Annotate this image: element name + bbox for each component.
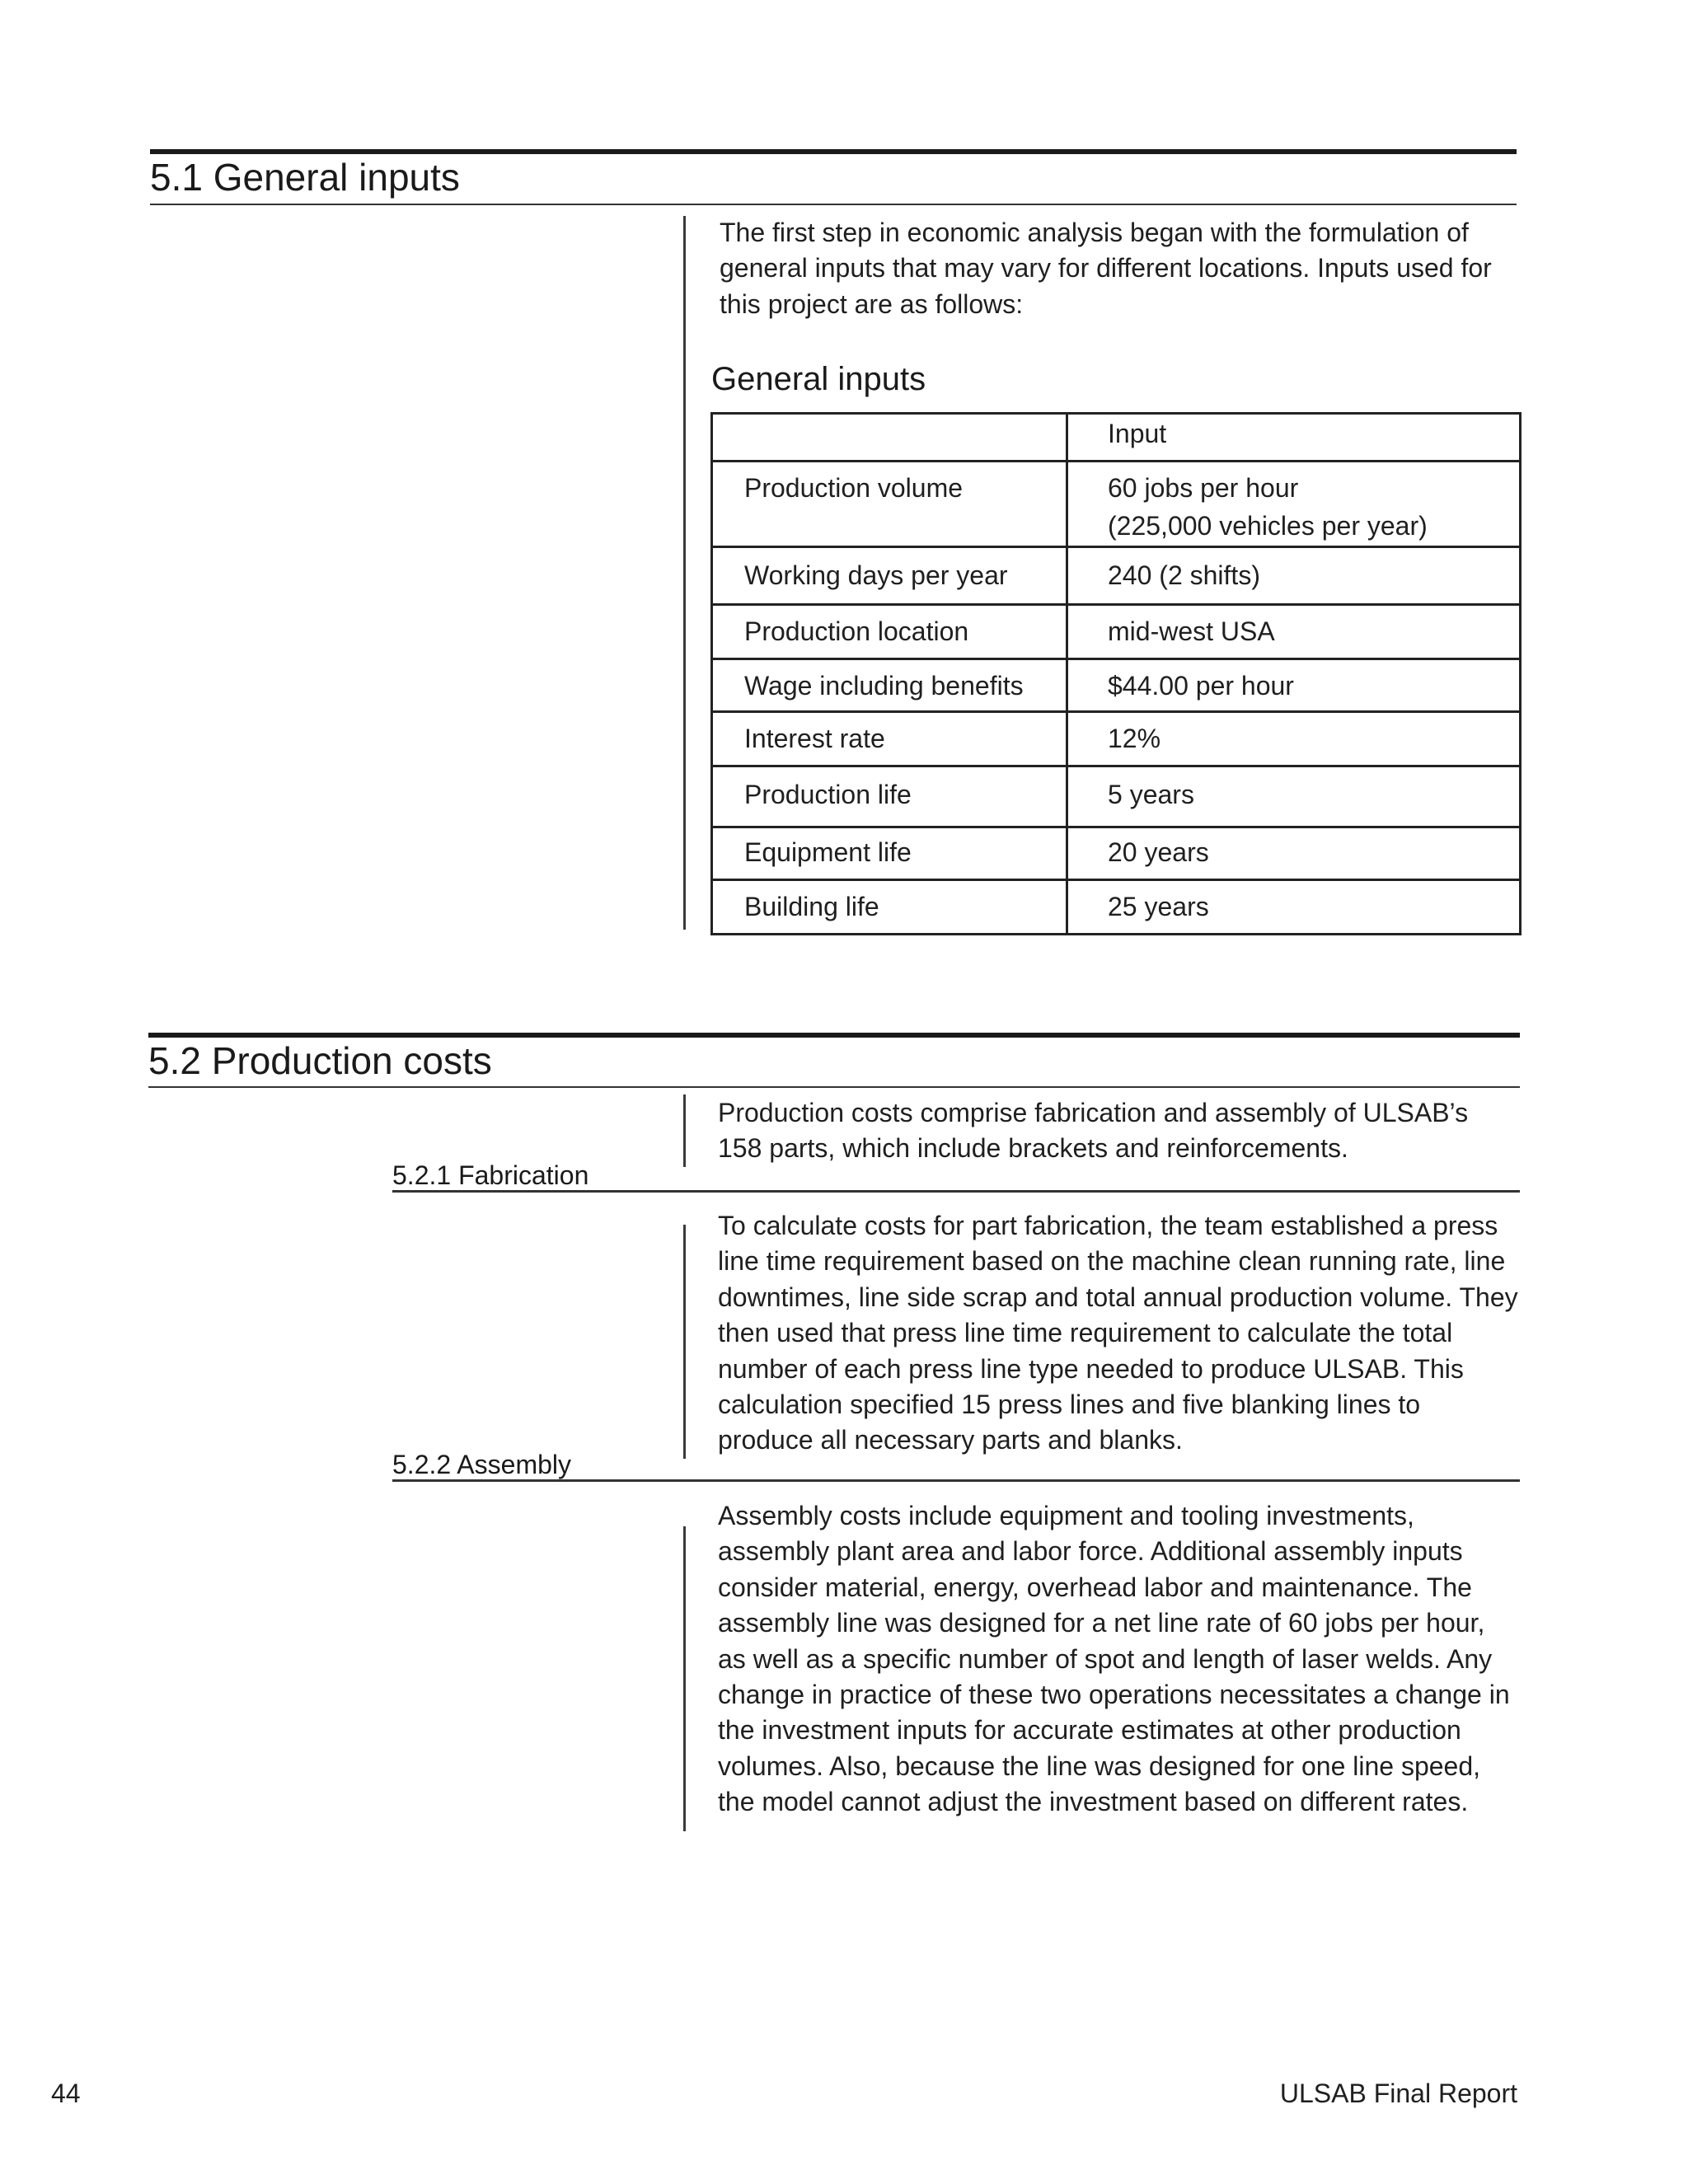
row-label: Production location (712, 605, 1067, 659)
table-row (712, 462, 1521, 547)
fabrication-rule (392, 1190, 1520, 1193)
assembly-heading: 5.2.2 Assembly (392, 1450, 571, 1479)
row-value: 12% (1067, 712, 1521, 766)
table-row (712, 766, 1521, 827)
assembly-text: Assembly costs include equipment and tooling investments, assembly plant area and labor force. Additional assembly inputs consider material, energy, overhead labor and maintenance. The assembly line was designed for a net line rate of 60 jobs per hour, as well as a specific number of spot and length of laser welds. Any change in practice of these two operations necessitates a change in the investment inputs for accurate estimates at other production volumes. Also, because the line was designed for one line speed, the model cannot adjust the investment based on different rates. (718, 1501, 1510, 1817)
page-number: 44 (51, 2079, 81, 2108)
row-value: 240 (2 shifts) (1067, 547, 1521, 605)
row-label: Interest rate (712, 712, 1067, 766)
general-inputs-table-title: General inputs (711, 361, 926, 397)
row-value: mid-west USA (1067, 605, 1521, 659)
section-5-1-margin-bar (683, 216, 686, 930)
fabrication-heading: 5.2.1 Fabrication (392, 1160, 589, 1190)
assembly-rule (392, 1479, 1520, 1482)
table-row (712, 605, 1521, 659)
table-row (712, 712, 1521, 766)
row-label: Equipment life (712, 827, 1067, 880)
section-5-1-bottom-rule (150, 204, 1517, 205)
row-value-line: 60 jobs per hour (1108, 473, 1299, 503)
fabrication-text: To calculate costs for part fabrication, the team established a press line time requirement based on the machine clean running rate, line downtimes, line side scrap and total annual production volume. They then used that press line time requirement to calculate the total number of each press line type needed to produce ULSAB. This calculation specified 15 press lines and five blanking lines to produce all necessary parts and blanks. (718, 1211, 1518, 1455)
fabrication-paragraph (718, 1208, 1519, 1459)
table-row (712, 827, 1521, 880)
row-label: Production volume (712, 462, 1067, 547)
row-label: Wage including benefits (712, 659, 1067, 712)
row-value: 5 years (1067, 766, 1521, 827)
row-value: $44.00 per hour (1067, 659, 1521, 712)
general-inputs-table (710, 412, 1522, 935)
report-title: ULSAB Final Report (1279, 2079, 1517, 2108)
row-value (1067, 462, 1521, 547)
table-header-input: Input (1067, 414, 1521, 462)
assembly-paragraph (718, 1498, 1519, 1821)
table-row (712, 880, 1521, 935)
table-row (712, 659, 1521, 712)
section-5-1-intro (720, 215, 1519, 322)
section-5-2-intro-bar (683, 1094, 686, 1167)
section-5-1-intro-text: The first step in economic analysis began with the formulation of general inputs that may vary for different locations. Inputs used for this project are as follows: (720, 218, 1492, 319)
section-5-2-bottom-rule (148, 1086, 1520, 1088)
row-label: Production life (712, 766, 1067, 827)
table-header-row (712, 414, 1521, 462)
section-5-1-heading: 5.1 General inputs (150, 156, 460, 199)
section-5-2-intro (718, 1095, 1519, 1167)
section-5-2-heading: 5.2 Production costs (148, 1039, 492, 1082)
assembly-bar (683, 1526, 686, 1831)
section-5-2-top-rule (148, 1033, 1520, 1038)
row-label: Building life (712, 880, 1067, 935)
row-value-line: (225,000 vehicles per year) (1108, 511, 1428, 541)
row-value: 25 years (1067, 880, 1521, 935)
section-5-2-intro-text: Production costs comprise fabrication and assembly of ULSAB’s 158 parts, which include brackets and reinforcements. (718, 1098, 1469, 1164)
fabrication-bar (683, 1225, 686, 1459)
row-label: Working days per year (712, 547, 1067, 605)
section-5-1-top-rule (150, 149, 1517, 154)
row-value: 20 years (1067, 827, 1521, 880)
table-row (712, 547, 1521, 605)
table-header-label (712, 414, 1067, 462)
